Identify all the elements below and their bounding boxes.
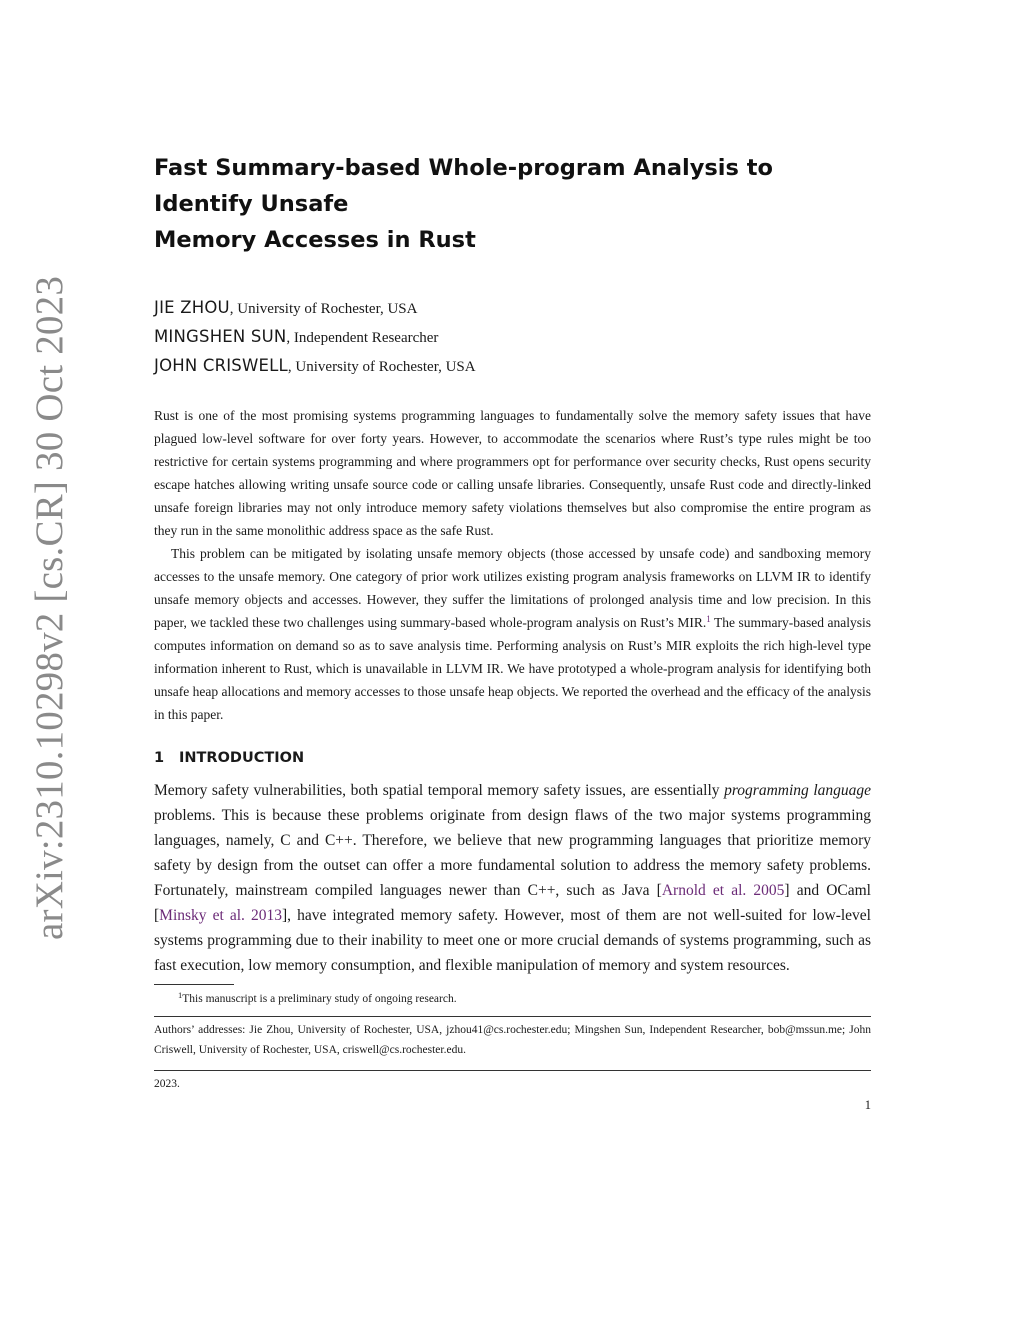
citation-link-minsky[interactable]: Minsky et al. 2013 xyxy=(159,907,282,924)
author-affiliation: , University of Rochester, USA xyxy=(229,301,418,317)
intro-text: problems. This is because these problems originate from design flaws of the two major systems programming languages, namely, C and C++. Therefore, we believe that new programming languages that prioritize memory safety by design from the outset can offer a more fundamental solution to address the memory safety problems. Fortunately, mainstream compiled languages newer than C++, such as Java [ xyxy=(154,807,871,899)
page-number: 1 xyxy=(864,1098,871,1112)
title-line-2: Memory Accesses in Rust xyxy=(154,227,476,253)
intro-text: Memory safety vulnerabilities, both spatial temporal memory safety issues, are essentially xyxy=(154,782,725,799)
abstract xyxy=(154,404,871,726)
author-entry xyxy=(154,322,871,351)
introduction-body xyxy=(154,778,871,978)
intro-text: ] and OCaml [ xyxy=(154,882,871,924)
abstract-paragraph-2-text: This problem can be mitigated by isolating unsafe memory objects (those accessed by unsafe code) and sandboxing memory accesses to the unsafe memory. One category of prior work utilizes existing program analysis frameworks on LLVM IR to identify unsafe memory objects and accesses. However, they suffer the limitations of prolonged analysis time and low precision. In this paper, we tackled these two challenges using summary-based whole-program analysis on Rust’s MIR. xyxy=(154,546,871,630)
introduction-paragraph xyxy=(154,778,871,978)
author-name: JIE ZHOU xyxy=(154,298,230,317)
author-entry xyxy=(154,351,871,380)
author-name: MINGSHEN SUN xyxy=(154,327,287,346)
author-affiliation: , University of Rochester, USA xyxy=(287,359,476,375)
footnote-divider xyxy=(154,984,234,985)
copyright-divider xyxy=(154,1070,871,1071)
footnote xyxy=(154,991,871,1007)
abstract-paragraph-2-continued: The summary-based analysis computes information on demand so as to save analysis time. Performing analysis on Rust’s MIR exploits the rich high-level type information inherent to Rust, which is unavailable in LLVM IR. We have prototyped a whole-program analysis for identifying both unsafe heap allocations and memory accesses to those unsafe heap objects. We reported the overhead and the efficacy of the analysis in this paper. xyxy=(154,615,872,722)
title-line-1: Fast Summary-based Whole-program Analysis to Identify Unsafe xyxy=(154,155,773,217)
arxiv-identifier-stamp: arXiv:2310.10298v2 [cs.CR] 30 Oct 2023 xyxy=(28,275,71,940)
addresses-divider xyxy=(154,1016,871,1017)
author-addresses: Authors’ addresses: Jie Zhou, University of Rochester, USA, jzhou41@cs.rochester.edu; Mingshen Sun, Independent Researcher, bob@mssun.me; John Criswell, University of Rochester, USA, criswell@cs.rochester.edu. xyxy=(154,1024,871,1056)
paper-title xyxy=(154,150,871,258)
footnote-text: This manuscript is a preliminary study of ongoing research. xyxy=(182,993,457,1005)
paper-page xyxy=(154,150,871,1114)
section-number: 1 xyxy=(154,750,165,766)
abstract-paragraph-1: Rust is one of the most promising systems programming languages to fundamentally solve the memory safety issues that have plagued low-level software for over forty years. However, to accommodate the scenarios where Rust’s type rules might be too restrictive for certain systems programming and where programmers opt for performance over security checks, Rust opens security escape hatches allowing writing unsafe source code or calling unsafe libraries. Consequently, unsafe Rust code and directly-linked unsafe foreign libraries may not only introduce memory safety violations themselves but also compromise the entire program as they run in the same monolithic address space as the safe Rust. xyxy=(154,408,871,538)
section-heading xyxy=(154,748,871,768)
section-title: INTRODUCTION xyxy=(179,750,305,766)
footnote-reference[interactable]: 1 xyxy=(706,614,711,624)
intro-text: ], have integrated memory safety. However, most of them are not well-suited for low-level systems programming due to their inability to meet one or more crucial demands of systems programming, such as fast execution, low memory consumption, and flexible manipulation of memory and system resources. xyxy=(154,907,871,974)
intro-emphasis: programming language xyxy=(724,782,872,799)
author-affiliation: , Independent Researcher xyxy=(286,330,439,346)
publication-year: 2023. xyxy=(154,1078,180,1090)
abstract-paragraph-2 xyxy=(154,542,871,726)
author-entry xyxy=(154,293,871,322)
footnote-mark: 1 xyxy=(178,990,183,1000)
author-name: JOHN CRISWELL xyxy=(154,356,288,375)
author-list xyxy=(154,293,871,380)
citation-link-arnold[interactable]: Arnold et al. 2005 xyxy=(661,882,785,899)
